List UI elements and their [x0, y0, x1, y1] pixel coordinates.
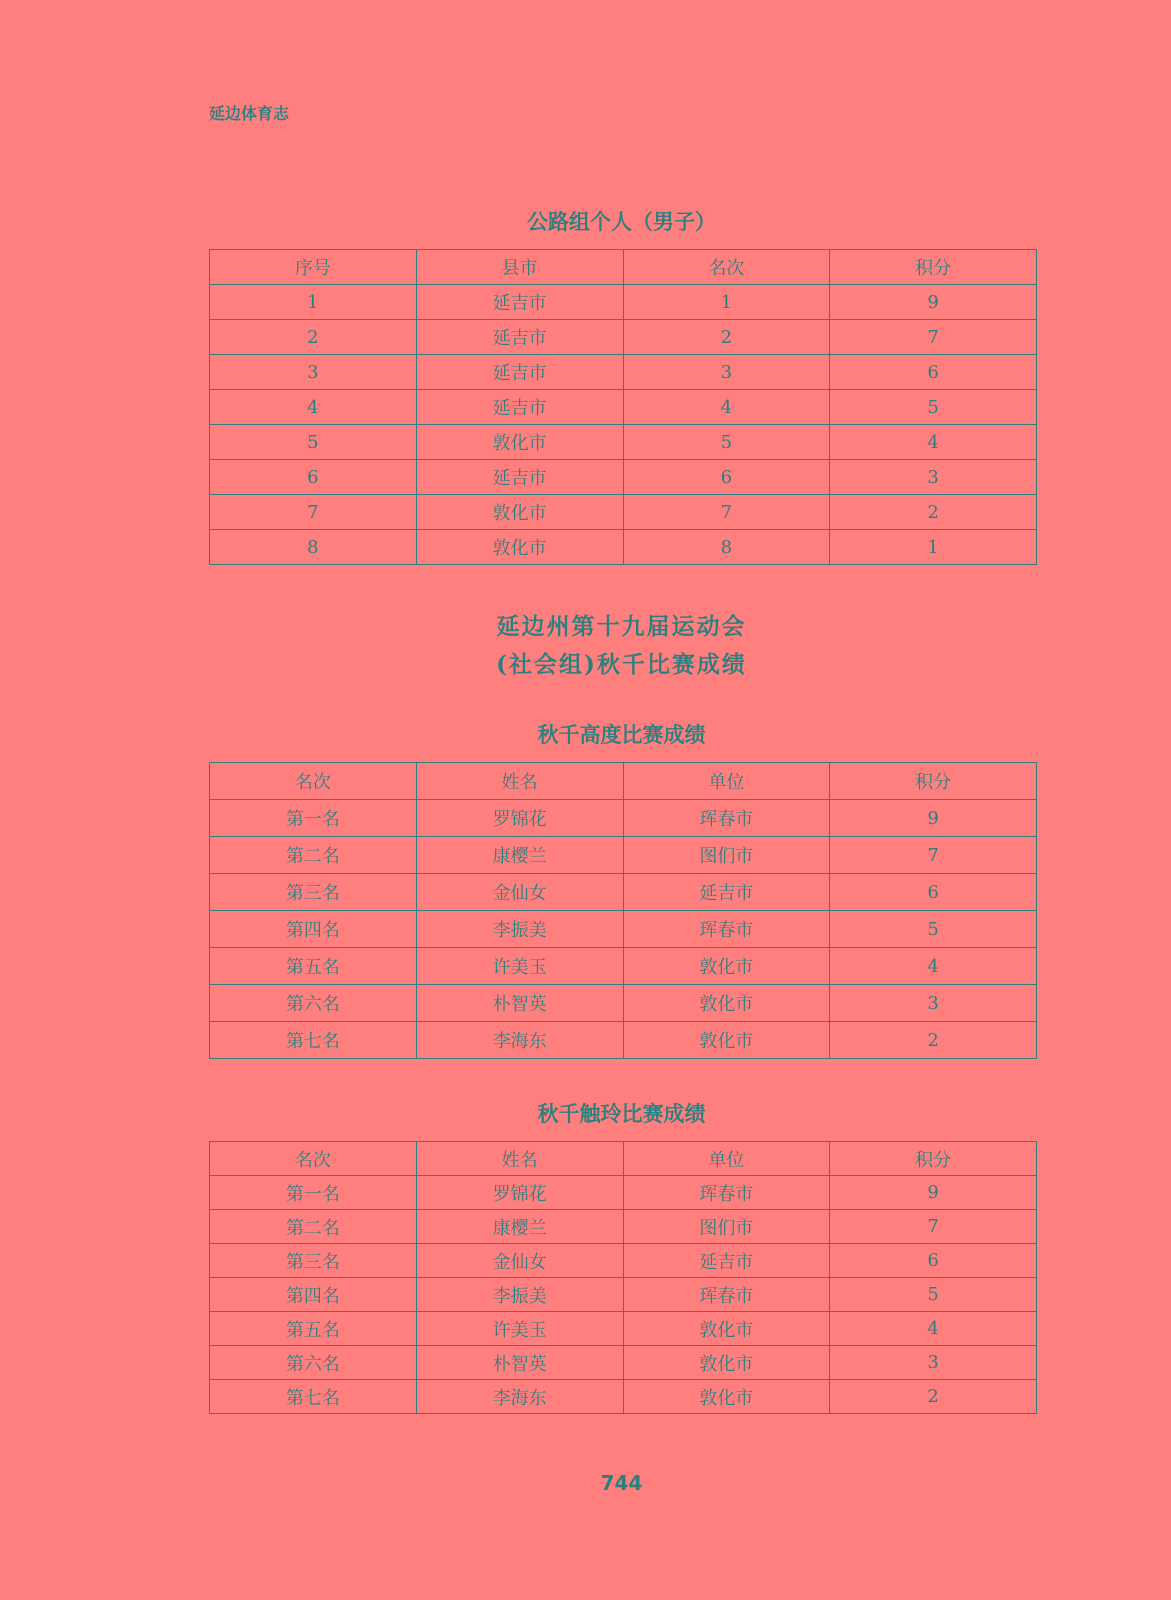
column-header: 县市 [416, 250, 623, 285]
table-cell: 8 [623, 530, 830, 565]
table-cell: 延吉市 [623, 874, 830, 911]
table-cell: 第三名 [210, 1244, 417, 1278]
table-body [210, 800, 1037, 1059]
table-row [210, 390, 1037, 425]
table-row [210, 1244, 1037, 1278]
table-row [210, 1176, 1037, 1210]
table-cell: 罗锦花 [416, 800, 623, 837]
table-cell: 3 [830, 460, 1037, 495]
table-cell: 延吉市 [416, 355, 623, 390]
table-cell: 3 [623, 355, 830, 390]
table-cell: 4 [210, 390, 417, 425]
table-cell: 第五名 [210, 948, 417, 985]
table-row [210, 837, 1037, 874]
table-cell: 敦化市 [623, 985, 830, 1022]
table-row [210, 285, 1037, 320]
table-cell: 第七名 [210, 1022, 417, 1059]
section2-title: 秋千高度比赛成绩 [537, 723, 706, 747]
table-row [210, 1022, 1037, 1059]
table-cell: 康樱兰 [416, 837, 623, 874]
table-cell: 6 [210, 460, 417, 495]
table-cell: 朴智英 [416, 1346, 623, 1380]
column-header: 名次 [210, 763, 417, 800]
table-cell: 李振美 [416, 911, 623, 948]
table-cell: 2 [830, 1022, 1037, 1059]
table-header [210, 1142, 1037, 1176]
table-cell: 延吉市 [623, 1244, 830, 1278]
swing-height-table [209, 762, 1037, 1059]
table-cell: 李海东 [416, 1380, 623, 1414]
column-header: 序号 [210, 250, 417, 285]
table-cell: 5 [830, 911, 1037, 948]
table-cell: 敦化市 [623, 1380, 830, 1414]
table-row [210, 320, 1037, 355]
table-cell: 3 [830, 1346, 1037, 1380]
table-row [210, 1278, 1037, 1312]
table-row [210, 911, 1037, 948]
table-cell: 7 [830, 320, 1037, 355]
table-header [210, 250, 1037, 285]
table-cell: 敦化市 [623, 1022, 830, 1059]
table-cell: 朴智英 [416, 985, 623, 1022]
table-cell: 3 [830, 985, 1037, 1022]
table-cell: 4 [623, 390, 830, 425]
column-header: 积分 [830, 250, 1037, 285]
table-cell: 延吉市 [416, 320, 623, 355]
table-cell: 2 [623, 320, 830, 355]
header-row [210, 1142, 1037, 1176]
table-cell: 珲春市 [623, 1176, 830, 1210]
table-cell: 7 [210, 495, 417, 530]
table-cell: 罗锦花 [416, 1176, 623, 1210]
table-cell: 2 [830, 1380, 1037, 1414]
table-cell: 2 [210, 320, 417, 355]
table-cell: 7 [830, 1210, 1037, 1244]
table-cell: 第一名 [210, 1176, 417, 1210]
column-header: 姓名 [416, 1142, 623, 1176]
table-row [210, 800, 1037, 837]
table-cell: 5 [830, 1278, 1037, 1312]
column-header: 积分 [830, 1142, 1037, 1176]
table-cell: 金仙女 [416, 1244, 623, 1278]
table-cell: 许美玉 [416, 948, 623, 985]
table-cell: 第三名 [210, 874, 417, 911]
table-cell: 1 [623, 285, 830, 320]
table-cell: 李振美 [416, 1278, 623, 1312]
table-row [210, 1380, 1037, 1414]
section3-title: 秋千触玲比赛成绩 [537, 1102, 706, 1126]
table-cell: 7 [623, 495, 830, 530]
table-cell: 珲春市 [623, 800, 830, 837]
table-row [210, 495, 1037, 530]
table-cell: 第二名 [210, 837, 417, 874]
table-row [210, 948, 1037, 985]
table-cell: 6 [830, 355, 1037, 390]
table-cell: 金仙女 [416, 874, 623, 911]
table-cell: 7 [830, 837, 1037, 874]
table-cell: 李海东 [416, 1022, 623, 1059]
table-cell: 第六名 [210, 1346, 417, 1380]
table-cell: 敦化市 [416, 530, 623, 565]
table-cell: 9 [830, 800, 1037, 837]
table-cell: 9 [830, 285, 1037, 320]
running-head: 延边体育志 [209, 104, 290, 123]
table-row [210, 1346, 1037, 1380]
table-row [210, 985, 1037, 1022]
table-row [210, 530, 1037, 565]
column-header: 单位 [623, 1142, 830, 1176]
table-cell: 图们市 [623, 837, 830, 874]
table-cell: 5 [830, 390, 1037, 425]
table-cell: 4 [830, 1312, 1037, 1346]
table-cell: 珲春市 [623, 1278, 830, 1312]
event-heading-line1: 延边州第十九届运动会 [496, 613, 747, 640]
column-header: 单位 [623, 763, 830, 800]
table-cell: 许美玉 [416, 1312, 623, 1346]
table-cell: 9 [830, 1176, 1037, 1210]
table-cell: 敦化市 [416, 495, 623, 530]
column-header: 名次 [623, 250, 830, 285]
table-cell: 敦化市 [416, 425, 623, 460]
table-cell: 1 [830, 530, 1037, 565]
table-cell: 珲春市 [623, 911, 830, 948]
table-cell: 第七名 [210, 1380, 417, 1414]
column-header: 姓名 [416, 763, 623, 800]
event-heading-line2: (社会组)秋千比赛成绩 [496, 651, 747, 678]
table-cell: 敦化市 [623, 1346, 830, 1380]
table-cell: 8 [210, 530, 417, 565]
table-cell: 6 [623, 460, 830, 495]
table-cell: 第四名 [210, 1278, 417, 1312]
table-cell: 6 [830, 1244, 1037, 1278]
table-cell: 第二名 [210, 1210, 417, 1244]
table-cell: 第五名 [210, 1312, 417, 1346]
table-cell: 康樱兰 [416, 1210, 623, 1244]
page-number: 744 [600, 1471, 643, 1495]
table-body [210, 1176, 1037, 1414]
table-row [210, 425, 1037, 460]
table-cell: 延吉市 [416, 390, 623, 425]
table-cell: 6 [830, 874, 1037, 911]
table-header [210, 763, 1037, 800]
table-row [210, 460, 1037, 495]
table-row [210, 1210, 1037, 1244]
table-cell: 图们市 [623, 1210, 830, 1244]
section1-title: 公路组个人（男子） [527, 210, 716, 234]
table-cell: 第六名 [210, 985, 417, 1022]
table-cell: 5 [210, 425, 417, 460]
header-row [210, 250, 1037, 285]
table-cell: 第一名 [210, 800, 417, 837]
table-cell: 3 [210, 355, 417, 390]
table-cell: 2 [830, 495, 1037, 530]
column-header: 积分 [830, 763, 1037, 800]
table-cell: 第四名 [210, 911, 417, 948]
table-cell: 4 [830, 425, 1037, 460]
table-cell: 敦化市 [623, 948, 830, 985]
table-cell: 延吉市 [416, 285, 623, 320]
table-cell: 敦化市 [623, 1312, 830, 1346]
table-body [210, 285, 1037, 565]
header-row [210, 763, 1037, 800]
table-cell: 延吉市 [416, 460, 623, 495]
table-cell: 5 [623, 425, 830, 460]
table-cell: 4 [830, 948, 1037, 985]
table-row [210, 1312, 1037, 1346]
road-individual-table [209, 249, 1037, 565]
table-row [210, 874, 1037, 911]
table-cell: 1 [210, 285, 417, 320]
table-row [210, 355, 1037, 390]
swing-bell-table [209, 1141, 1037, 1414]
column-header: 名次 [210, 1142, 417, 1176]
